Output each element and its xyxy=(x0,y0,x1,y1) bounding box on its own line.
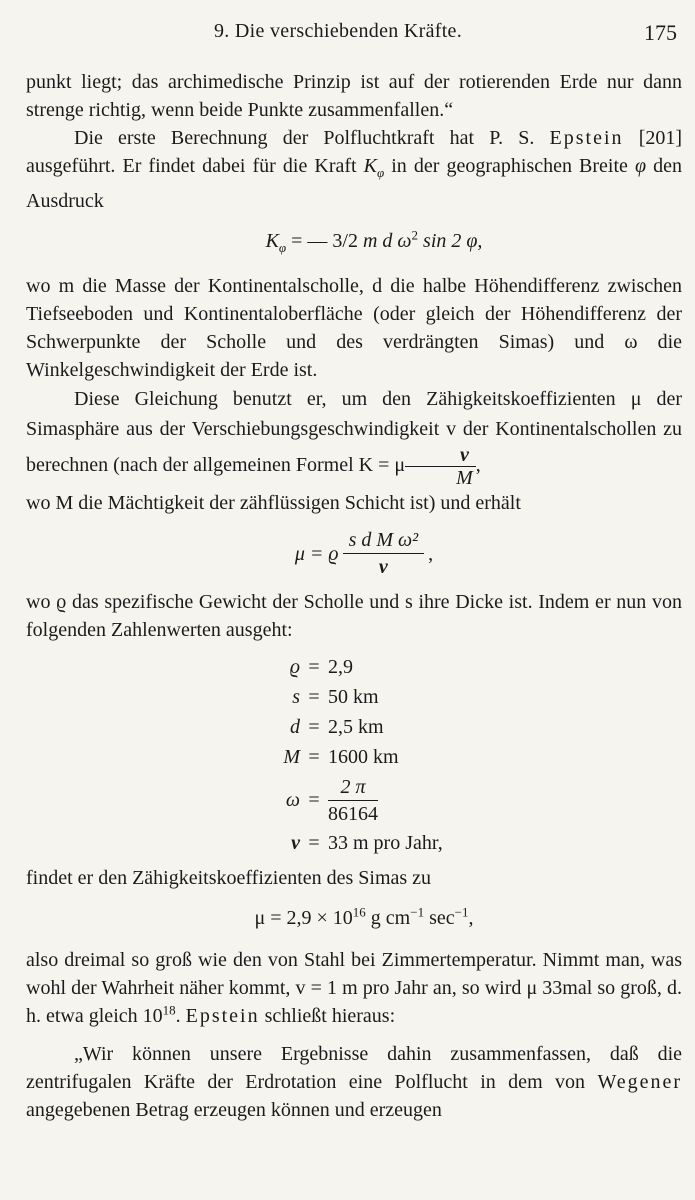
paragraph-5: wo M die Mächtigkeit der zähflüssigen Schicht ist) und erhält xyxy=(26,492,521,514)
author-name-epstein-2: Epstein xyxy=(185,1005,260,1027)
eq1-lhs: K xyxy=(265,230,279,252)
paragraph-9-quote xyxy=(26,1040,682,1124)
p8-period: . xyxy=(175,1005,181,1027)
paragraph-3: wo m die Masse der Kontinentalscholle, d die halbe Höhendifferenz zwischen Tiefseeboden und Kontinentaloberfläche (oder gleich der Höhendifferenz der Schwerpunkte der Scholle und des verdrängten Simas) und ω die Winkelgeschwindigkeit der Erde ist. xyxy=(26,275,682,381)
equals-sign: = xyxy=(308,686,320,708)
value-symbol: s xyxy=(292,686,300,708)
equation-mu xyxy=(26,527,682,580)
omega-denominator: 86164 xyxy=(328,802,378,825)
equals-sign: = xyxy=(308,656,320,678)
eq1-equals: = — xyxy=(291,230,333,252)
chapter-title: 9. Die verschiebenden Kräfte. xyxy=(214,20,463,42)
p9-text-a: „Wir können unsere Ergebnisse dahin zusammenfassen, daß die zentrifugalen Kräfte der Erdrotation eine Polflucht in dem von xyxy=(26,1043,682,1093)
value-symbol: ω xyxy=(285,789,300,811)
eq3-c: sec xyxy=(424,907,455,929)
p8-exponent: 18 xyxy=(162,1002,176,1018)
value-row-m xyxy=(276,742,682,772)
value-number: 33 m pro Jahr, xyxy=(328,832,443,854)
p8-text-c: schließt hieraus: xyxy=(264,1005,396,1027)
value-row-v xyxy=(276,828,682,858)
symbol-k-sub: φ xyxy=(376,165,385,180)
omega-fraction xyxy=(328,774,378,827)
value-number: 2,5 km xyxy=(328,716,384,738)
eq1-lhs-sub: φ xyxy=(278,240,287,255)
p2-text-c: in der geographischen Breite xyxy=(391,155,628,177)
page-body xyxy=(26,68,682,1124)
value-number: 50 km xyxy=(328,686,379,708)
eq3-a: μ = 2,9 × 10 xyxy=(254,907,353,929)
equals-sign: = xyxy=(308,746,320,768)
equals-sign: = xyxy=(308,789,320,811)
symbol-k: K xyxy=(363,155,377,177)
eq2-lhs: μ = ϱ xyxy=(294,542,339,565)
paragraph-2 xyxy=(26,124,682,215)
paragraph-1: punkt liegt; das archimedische Prinzip ist auf der rotierenden Erde nur dann strenge richtig, wenn beide Punkte zusammenfallen.“ xyxy=(26,71,682,121)
eq3-d: , xyxy=(468,907,474,929)
p9-text-b: angegebenen Betrag erzeugen können und erzeugen xyxy=(26,1099,442,1121)
eq3-exp3: −1 xyxy=(454,904,469,920)
eq1-exponent: 2 xyxy=(411,227,419,243)
p2-text-d: den Ausdruck xyxy=(26,155,682,212)
eq3-exp1: 16 xyxy=(352,904,366,920)
author-name-wegener: Wegener xyxy=(597,1071,683,1093)
value-number: 1600 km xyxy=(328,746,399,768)
paragraph-7: findet er den Zähigkeitskoeffizienten des Simas zu xyxy=(26,867,432,889)
inline-fraction-num: v xyxy=(405,444,476,467)
author-name-epstein: Epstein xyxy=(549,127,624,149)
equation-viscosity xyxy=(26,904,682,932)
eq3-b: g cm xyxy=(365,907,411,929)
value-number: 2,9 xyxy=(328,656,353,678)
eq3-exp2: −1 xyxy=(410,904,425,920)
paragraph-6: wo ϱ das spezifische Gewicht der Scholle und s ihre Dicke ist. Indem er nun von folgenden Zahlenwerten ausgeht: xyxy=(26,591,682,641)
omega-numerator: 2 π xyxy=(328,774,378,801)
p2-text-b: [201] ausgeführt. Er findet dabei für die Kraft xyxy=(26,127,683,177)
eq1-sin-term: sin 2 φ, xyxy=(418,230,483,252)
eq2-numerator: s d M ω² xyxy=(343,527,425,554)
value-row-s xyxy=(276,682,682,712)
value-symbol: v xyxy=(291,832,300,854)
inline-fraction xyxy=(405,444,476,489)
equation-kphi xyxy=(26,227,682,262)
running-header xyxy=(0,20,695,46)
inline-fraction-den: M xyxy=(456,467,473,489)
p4-comma: , xyxy=(475,454,481,477)
p4-text: Diese Gleichung benutzt er, um den Zähigkeitskoeffizienten μ der Simasphäre aus der Verschiebungsgeschwindigkeit v der Kontinentalschollen zu berechnen (nach der allgemeinen Formel K = μ xyxy=(26,388,682,477)
value-symbol: d xyxy=(290,716,300,738)
p2-text-a: Die erste Berechnung der Polfluchtkraft hat P. S. xyxy=(74,127,535,149)
p8-text-a: also dreimal so groß wie den von Stahl bei Zimmertemperatur. Nimmt man, was wohl der Wahrheit näher kommt, v = 1 m pro Jahr an, so wird μ 33mal so groß, d. h. etwa gleich 10 xyxy=(26,949,682,1027)
equals-sign: = xyxy=(308,832,320,854)
value-symbol: ϱ xyxy=(289,656,300,678)
equals-sign: = xyxy=(308,716,320,738)
eq2-fraction xyxy=(343,527,425,580)
page-number: 175 xyxy=(644,20,677,45)
value-table xyxy=(26,652,682,858)
eq2-comma: , xyxy=(428,542,434,565)
paragraph-8 xyxy=(26,946,682,1030)
eq1-fraction: 3/2 xyxy=(332,230,358,252)
paragraph-4 xyxy=(26,384,682,489)
value-symbol: M xyxy=(283,746,300,768)
symbol-phi: φ xyxy=(634,155,647,177)
value-row-rho xyxy=(276,652,682,682)
value-row-d xyxy=(276,712,682,742)
eq2-denominator: v xyxy=(378,556,388,578)
value-row-omega xyxy=(276,772,682,828)
eq1-term: m d ω xyxy=(357,230,412,252)
